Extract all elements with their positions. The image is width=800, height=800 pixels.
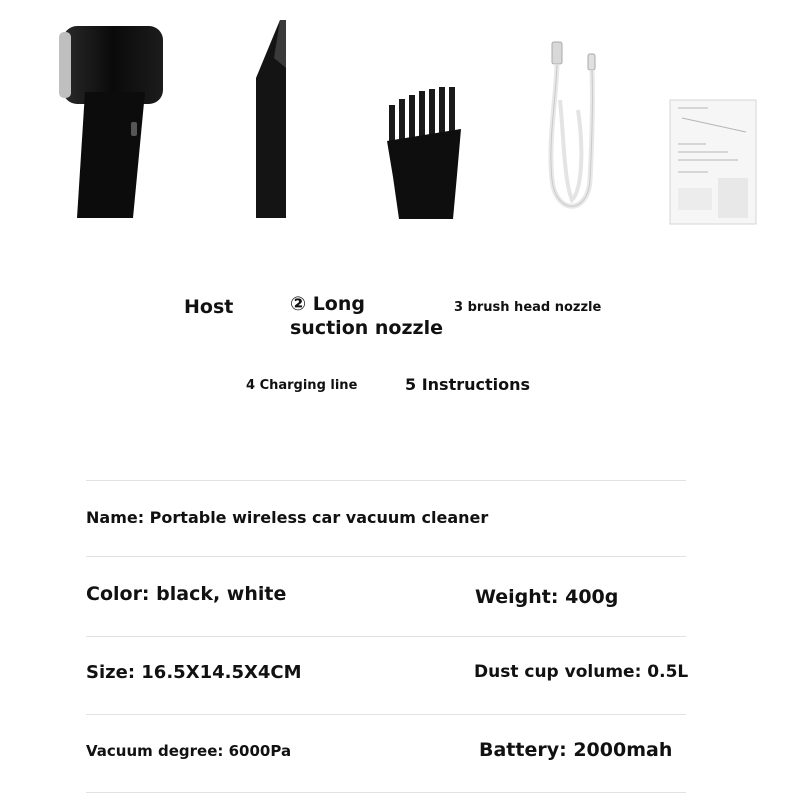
spec-vacuum-degree: Vacuum degree: 6000Pa [86,742,292,760]
divider [86,480,686,481]
host-label: Host [184,296,234,318]
instructions-manual-image [668,98,760,226]
vacuum-host-image [55,22,175,222]
long-suction-nozzle-image [250,18,290,223]
divider [86,792,686,793]
spec-color: Color: black, white [86,583,287,605]
spec-dust-cup: Dust cup volume: 0.5L [474,662,689,682]
long-suction-nozzle-label-line1: ② Long [290,293,365,315]
brush-head-nozzle-label: 3 brush head nozzle [454,300,602,315]
long-suction-nozzle-label [290,292,443,340]
spec-name: Name: Portable wireless car vacuum cleaner [86,508,489,527]
spec-weight: Weight: 400g [475,586,619,608]
brush-head-nozzle-image [385,85,465,221]
charging-line-label: 4 Charging line [246,378,358,393]
spec-size: Size: 16.5X14.5X4CM [86,662,302,683]
divider [86,636,686,637]
divider [86,714,686,715]
long-suction-nozzle-label-line2: suction nozzle [290,317,443,339]
charging-cable-image [538,40,608,220]
spec-battery: Battery: 2000mah [479,739,673,761]
instructions-label: 5 Instructions [405,375,531,394]
divider [86,556,686,557]
